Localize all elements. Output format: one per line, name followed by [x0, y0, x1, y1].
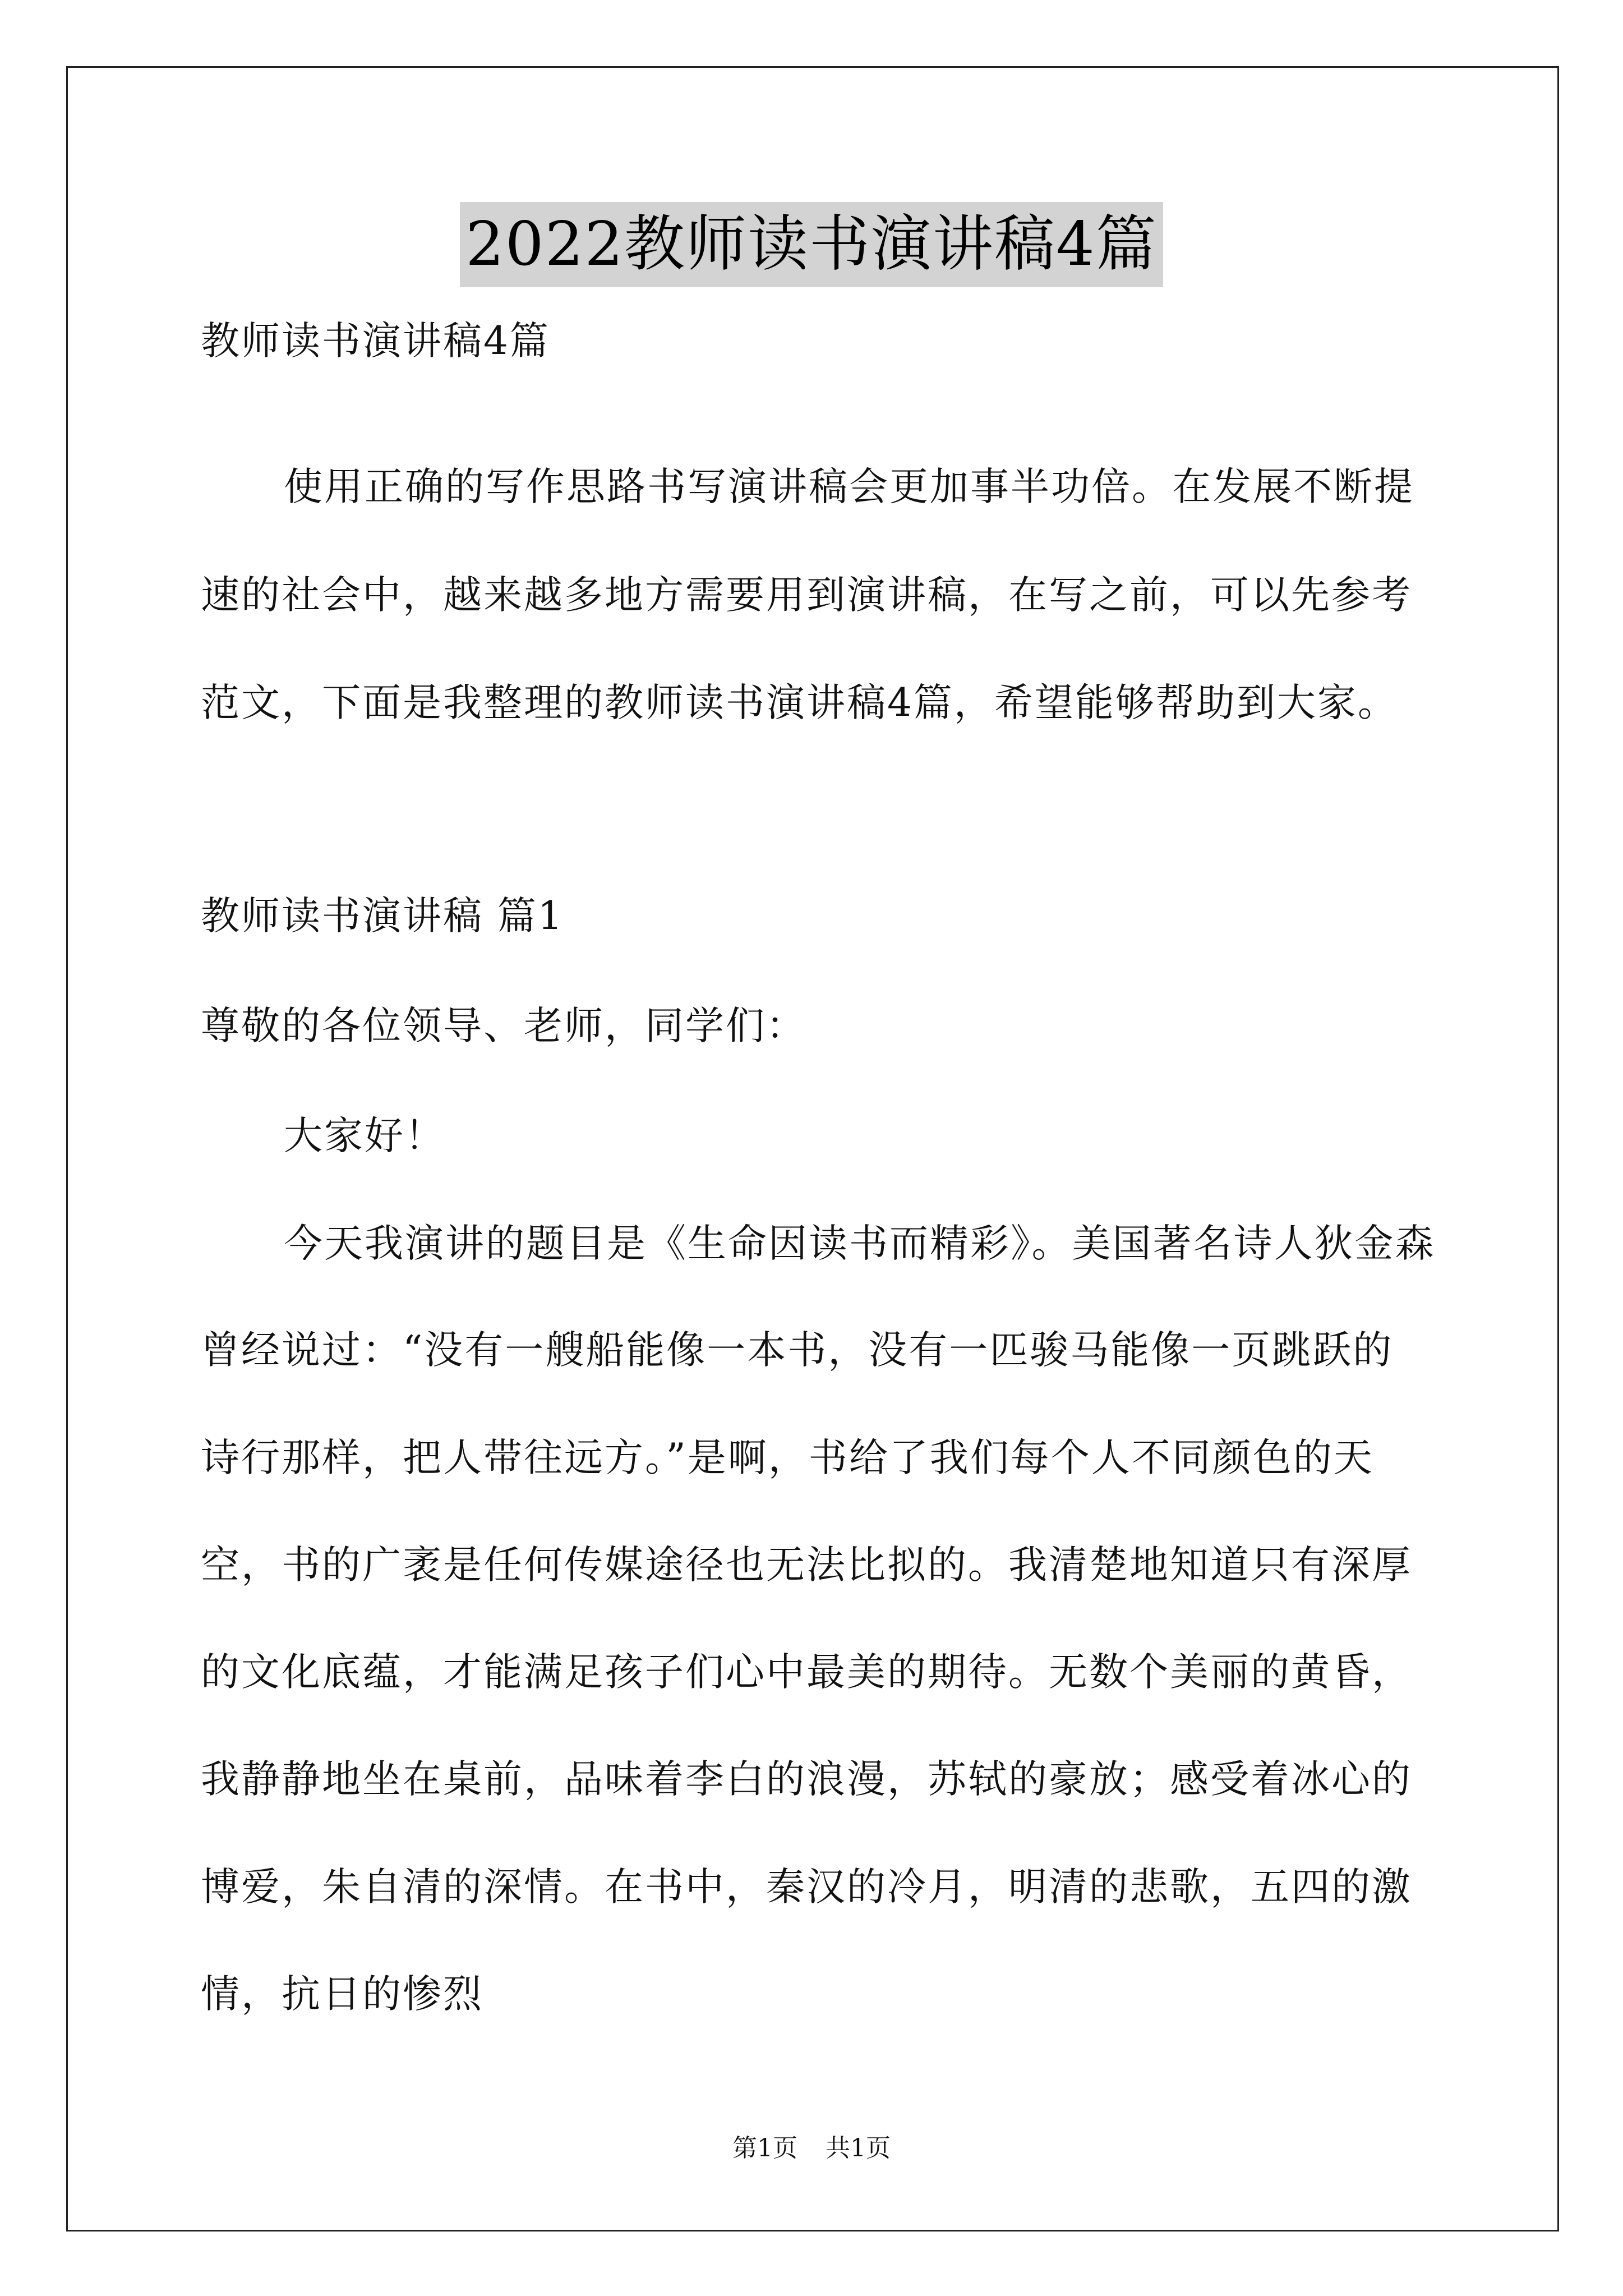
greeting: 大家好！ — [284, 1114, 445, 1158]
body-line: 我静静地坐在桌前，品味着李白的浪漫，苏轼的豪放；感受着冰心的 — [201, 1757, 1412, 1802]
document-title: 2022教师读书演讲稿4篇 — [460, 202, 1163, 287]
section-heading: 教师读书演讲稿 篇1 — [201, 894, 564, 938]
body-line: 诗行那样，把人带往远方。”是啊，书给了我们每个人不同颜色的天 — [201, 1435, 1374, 1480]
intro-line: 速的社会中，越来越多地方需要用到演讲稿，在写之前，可以先参考 — [201, 573, 1412, 618]
body-line: 的文化底蕴，才能满足孩子们心中最美的期待。无数个美丽的黄昏， — [201, 1650, 1412, 1695]
intro-line: 范文，下面是我整理的教师读书演讲稿4篇，希望能够帮助到大家。 — [201, 680, 1398, 725]
intro-line: 使用正确的写作思路书写演讲稿会更加事半功倍。在发展不断提 — [284, 464, 1414, 509]
title-wrap — [0, 202, 1623, 287]
body-line: 博爱，朱自清的深情。在书中，秦汉的冷月，明清的悲歌，五四的激 — [201, 1865, 1412, 1910]
body-line: 曾经说过：“没有一艘船能像一本书，没有一匹骏马能像一页跳跃的 — [201, 1328, 1394, 1373]
body-line: 今天我演讲的题目是《生命因读书而精彩》。美国著名诗人狄金森 — [284, 1221, 1436, 1266]
page-number-current: 第1页 — [732, 2134, 797, 2162]
body-line: 空，书的广袤是任何传媒途径也无法比拟的。我清楚地知道只有深厚 — [201, 1543, 1412, 1588]
page-footer — [0, 2132, 1623, 2165]
body-line: 情，抗日的惨烈 — [201, 1972, 483, 2017]
page-number-total: 共1页 — [826, 2134, 891, 2162]
salutation: 尊敬的各位领导、老师，同学们： — [201, 1004, 806, 1048]
subtitle: 教师读书演讲稿4篇 — [201, 319, 550, 364]
